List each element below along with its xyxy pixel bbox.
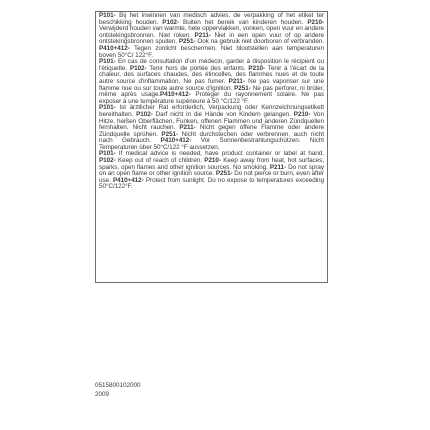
label-footer — [95, 382, 141, 400]
code-p102: P102- — [99, 157, 116, 165]
paragraph-german — [99, 105, 324, 151]
text-p102: Darf nicht in die Hände von Kindern gelangen. — [152, 110, 294, 118]
code-p251: P251- — [178, 38, 196, 46]
text-p251: Nicht durchstechen oder verbrennen, auch nicht nach Gebrauch. — [99, 130, 324, 145]
text-p102: Buiten het bereik van kinderen houden. — [178, 18, 308, 26]
code-p101: P101- — [99, 104, 116, 112]
text-p410-412: Vor Sonnenbestrahlungschützen. Nicht Temperaturen über 50°C/122 °F aussetzen. — [99, 137, 324, 151]
text-p211: Ne pas vaporiser sur une flamme nue ou sur toute autre source d'ignition. — [99, 77, 325, 92]
text-p101: Ist ärztlicher Rat erforderlich, Verpackung oder Kennzeichnungsetikett bereithalten. — [99, 104, 324, 118]
code-p410-412: P410+412- — [99, 44, 130, 52]
paragraph-french — [99, 59, 324, 105]
text-p101: Bij het inwinnen van medisch advies, de verpakking of het etiket ter beschikking houden. — [99, 12, 324, 26]
text-p410-412: Tegen zonlicht beschermen. Niet blootstellen aan temperaturen boven 50°C/ 122°F. — [99, 44, 324, 59]
text-p410-412: Protect from sunlight. Do no expose to temperatures exceeding 50°C/122°F. — [99, 176, 324, 191]
code-p101: P101- — [99, 12, 116, 19]
text-p211: Nicht gegen offene Flamme oder andere Zündquelle sprühen. — [99, 124, 324, 138]
code-p410-412: P410+412- — [160, 137, 192, 145]
code-p211: P211- — [179, 124, 196, 132]
text-p251: Ook na gebruik niet doorboren of verbranden. — [195, 38, 324, 46]
text-p210: Verwijderd houden van warmte, hete oppervlakken, vonken, open vuur en andere ontstekingsbronnen. Niet roken. — [99, 25, 324, 39]
text-p251: Do not pierce or burn, even after use. — [99, 170, 324, 184]
text-p210: Keep away from heat, hot surfaces, sparks, open flames and other ignition sources. No smoking. — [99, 157, 324, 171]
code-p102: P102- — [162, 18, 179, 26]
code-p101: P101- — [99, 58, 116, 66]
product-code: 0515800102000 — [95, 382, 141, 389]
code-p211: P211- — [228, 77, 245, 85]
code-p251: P251- — [161, 130, 179, 138]
warning-label-box — [95, 11, 328, 283]
code-p410-412: P410+412- — [160, 91, 191, 99]
text-p102: Keep out of reach of children. — [115, 157, 205, 165]
code-p102: P102- — [136, 110, 153, 118]
paragraph-dutch — [99, 13, 324, 59]
code-p210: P210- — [293, 110, 311, 118]
text-p410-412: Protéger du rayonnement solaire. Ne pas exposer à une température supérieure à 50 °C/122 °F. — [99, 91, 325, 105]
code-p410-412: P410+412- — [112, 176, 144, 184]
code-p210: P210- — [204, 157, 221, 165]
code-p210: P210- — [307, 18, 324, 26]
code-p251: P251- — [234, 84, 251, 92]
text-p211: Do not spray on an open flame or other ignition source. — [99, 163, 324, 178]
code-p211: P211- — [194, 31, 211, 39]
code-p102: P102- — [129, 64, 147, 72]
paragraph-english — [99, 151, 324, 191]
code-p211: P211- — [269, 163, 287, 171]
text-p211: Niet in een open vuur of op andere ontstekingsbronnen spuiten. — [99, 31, 324, 46]
text-p101: If medical advice is needed, have product container or label at hand. — [115, 150, 324, 158]
label-year: 2009 — [95, 390, 110, 398]
code-p210: P210- — [248, 64, 266, 72]
text-p102: Tenir hors de portée des enfants. — [146, 64, 249, 72]
text-p101: En cas de consultation d'un médecin, garder à disposition le récipient ou l'étiquette. — [99, 58, 324, 72]
code-p101: P101- — [99, 150, 116, 158]
text-p210: Von Hitze, heißen Oberflächen, Funken, offenen Flammen und anderen Zündquellen fernhalten. Nicht rauchen. — [99, 110, 324, 132]
code-p251: P251- — [215, 170, 233, 178]
text-p251: Ne pas perforer, ni brûler, même après usage. — [99, 84, 324, 99]
text-p210: Tenir à l'écart de la chaleur, des surfaces chaudes, des étincelles, des flammes nues et de toute autre source d'inflammation. Ne pas fumer. — [99, 64, 324, 85]
